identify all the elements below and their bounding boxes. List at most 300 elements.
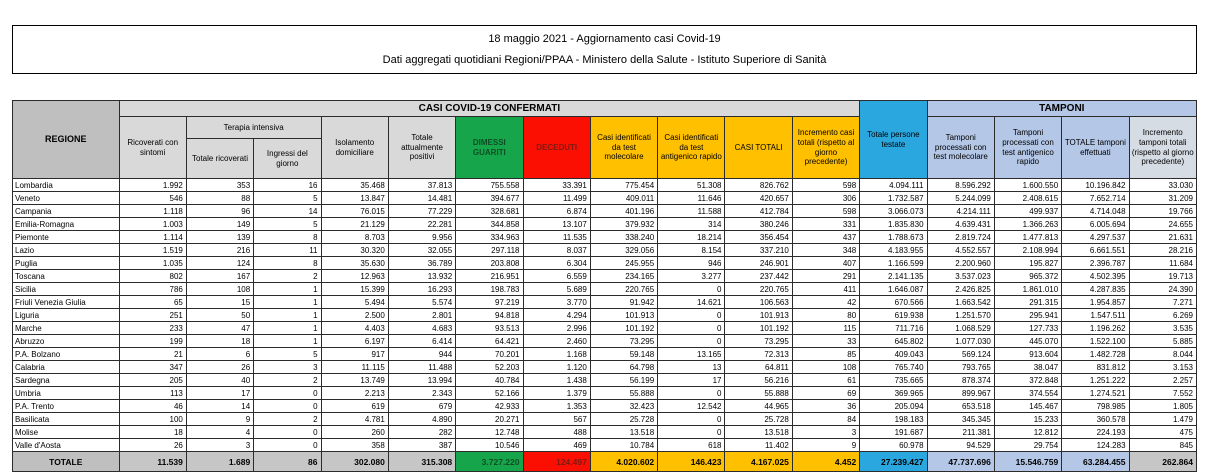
value-cell: 4.287.835 bbox=[1062, 283, 1129, 296]
value-cell: 4.183.955 bbox=[860, 244, 927, 257]
col-header-casi-test-antigenico: Casi identificati da test antigenico rapido bbox=[658, 117, 725, 179]
value-cell: 14 bbox=[254, 205, 321, 218]
value-cell: 10.546 bbox=[456, 439, 523, 452]
value-cell: 475 bbox=[1129, 426, 1196, 439]
value-cell: 32.055 bbox=[388, 244, 455, 257]
value-cell: 8.596.292 bbox=[927, 179, 994, 192]
value-cell: 21 bbox=[119, 348, 186, 361]
value-cell: 88 bbox=[186, 192, 253, 205]
table-row bbox=[13, 348, 1197, 361]
value-cell: 1.114 bbox=[119, 231, 186, 244]
table-row bbox=[13, 296, 1197, 309]
value-cell: 653.518 bbox=[927, 400, 994, 413]
col-header-incremento-tamponi: Incremento tamponi totali (rispetto al giorno precedente) bbox=[1129, 117, 1196, 179]
value-cell: 15.399 bbox=[321, 283, 388, 296]
value-cell: 124.283 bbox=[1062, 439, 1129, 452]
value-cell: 598 bbox=[792, 179, 859, 192]
col-header-regione: REGIONE bbox=[13, 101, 120, 179]
col-header-tamponi-antigenico: Tamponi processati con test antigenico rapido bbox=[994, 117, 1061, 179]
value-cell: 26 bbox=[186, 361, 253, 374]
value-cell: 437 bbox=[792, 231, 859, 244]
value-cell: 1.196.262 bbox=[1062, 322, 1129, 335]
value-cell: 1.168 bbox=[523, 348, 590, 361]
value-cell: 353 bbox=[186, 179, 253, 192]
value-cell: 205 bbox=[119, 374, 186, 387]
value-cell: 6.005.694 bbox=[1062, 218, 1129, 231]
total-value-cell: 4.452 bbox=[792, 452, 859, 472]
value-cell: 334.963 bbox=[456, 231, 523, 244]
value-cell: 4.781 bbox=[321, 413, 388, 426]
value-cell: 2 bbox=[254, 270, 321, 283]
value-cell: 0 bbox=[254, 439, 321, 452]
value-cell: 51.308 bbox=[658, 179, 725, 192]
value-cell: 17 bbox=[658, 374, 725, 387]
value-cell: 8.037 bbox=[523, 244, 590, 257]
value-cell: 24.390 bbox=[1129, 283, 1196, 296]
value-cell: 101.192 bbox=[725, 322, 792, 335]
value-cell: 297.118 bbox=[456, 244, 523, 257]
value-cell: 314 bbox=[658, 218, 725, 231]
value-cell: 8 bbox=[254, 231, 321, 244]
value-cell: 9 bbox=[186, 413, 253, 426]
total-value-cell: 47.737.696 bbox=[927, 452, 994, 472]
value-cell: 291 bbox=[792, 270, 859, 283]
group-header-terapia-intensiva: Terapia intensiva bbox=[186, 117, 321, 139]
value-cell: 6.559 bbox=[523, 270, 590, 283]
value-cell: 199 bbox=[119, 335, 186, 348]
value-cell: 56.216 bbox=[725, 374, 792, 387]
value-cell: 4.714.048 bbox=[1062, 205, 1129, 218]
value-cell: 29.754 bbox=[994, 439, 1061, 452]
value-cell: 445.070 bbox=[994, 335, 1061, 348]
value-cell: 6.269 bbox=[1129, 309, 1196, 322]
group-header-tamponi: TAMPONI bbox=[927, 101, 1196, 117]
table-row bbox=[13, 335, 1197, 348]
value-cell: 56.199 bbox=[590, 374, 657, 387]
value-cell: 469 bbox=[523, 439, 590, 452]
value-cell: 1.835.830 bbox=[860, 218, 927, 231]
value-cell: 3 bbox=[186, 439, 253, 452]
value-cell: 5.244.099 bbox=[927, 192, 994, 205]
value-cell: 13.518 bbox=[590, 426, 657, 439]
value-cell: 3.277 bbox=[658, 270, 725, 283]
value-cell: 2.819.724 bbox=[927, 231, 994, 244]
value-cell: 411 bbox=[792, 283, 859, 296]
value-cell: 28.216 bbox=[1129, 244, 1196, 257]
value-cell: 2.213 bbox=[321, 387, 388, 400]
value-cell: 0 bbox=[254, 400, 321, 413]
value-cell: 55.888 bbox=[590, 387, 657, 400]
value-cell: 69 bbox=[792, 387, 859, 400]
value-cell: 127.733 bbox=[994, 322, 1061, 335]
value-cell: 16.293 bbox=[388, 283, 455, 296]
table-row bbox=[13, 231, 1197, 244]
value-cell: 211.381 bbox=[927, 426, 994, 439]
value-cell: 70.201 bbox=[456, 348, 523, 361]
value-cell: 3.535 bbox=[1129, 322, 1196, 335]
value-cell: 347 bbox=[119, 361, 186, 374]
value-cell: 379.932 bbox=[590, 218, 657, 231]
value-cell: 380.246 bbox=[725, 218, 792, 231]
value-cell: 4.294 bbox=[523, 309, 590, 322]
value-cell: 1.519 bbox=[119, 244, 186, 257]
value-cell: 12.963 bbox=[321, 270, 388, 283]
value-cell: 33.030 bbox=[1129, 179, 1196, 192]
value-cell: 407 bbox=[792, 257, 859, 270]
value-cell: 2.460 bbox=[523, 335, 590, 348]
value-cell: 12.542 bbox=[658, 400, 725, 413]
value-cell: 1.482.728 bbox=[1062, 348, 1129, 361]
value-cell: 1.068.529 bbox=[927, 322, 994, 335]
value-cell: 37.813 bbox=[388, 179, 455, 192]
region-cell: P.A. Trento bbox=[13, 400, 120, 413]
value-cell: 260 bbox=[321, 426, 388, 439]
value-cell: 8.703 bbox=[321, 231, 388, 244]
value-cell: 735.665 bbox=[860, 374, 927, 387]
value-cell: 1.522.100 bbox=[1062, 335, 1129, 348]
value-cell: 36.789 bbox=[388, 257, 455, 270]
value-cell: 2 bbox=[254, 374, 321, 387]
group-header-casi-confermati: CASI COVID-19 CONFERMATI bbox=[119, 101, 860, 117]
value-cell: 670.566 bbox=[860, 296, 927, 309]
value-cell: 0 bbox=[658, 309, 725, 322]
value-cell: 6.197 bbox=[321, 335, 388, 348]
value-cell: 26 bbox=[119, 439, 186, 452]
value-cell: 0 bbox=[658, 387, 725, 400]
value-cell: 372.848 bbox=[994, 374, 1061, 387]
value-cell: 4 bbox=[186, 426, 253, 439]
value-cell: 3.537.023 bbox=[927, 270, 994, 283]
total-value-cell: 315.308 bbox=[388, 452, 455, 472]
value-cell: 755.558 bbox=[456, 179, 523, 192]
value-cell: 19.766 bbox=[1129, 205, 1196, 218]
value-cell: 2.500 bbox=[321, 309, 388, 322]
value-cell: 46 bbox=[119, 400, 186, 413]
value-cell: 7.271 bbox=[1129, 296, 1196, 309]
value-cell: 4.639.431 bbox=[927, 218, 994, 231]
region-cell: Lazio bbox=[13, 244, 120, 257]
value-cell: 878.374 bbox=[927, 374, 994, 387]
value-cell: 2.396.787 bbox=[1062, 257, 1129, 270]
value-cell: 4.890 bbox=[388, 413, 455, 426]
value-cell: 412.784 bbox=[725, 205, 792, 218]
value-cell: 145.467 bbox=[994, 400, 1061, 413]
value-cell: 2.141.135 bbox=[860, 270, 927, 283]
value-cell: 569.124 bbox=[927, 348, 994, 361]
value-cell: 205.094 bbox=[860, 400, 927, 413]
total-value-cell: 27.239.427 bbox=[860, 452, 927, 472]
value-cell: 1.003 bbox=[119, 218, 186, 231]
table-row bbox=[13, 374, 1197, 387]
value-cell: 106.563 bbox=[725, 296, 792, 309]
value-cell: 35.630 bbox=[321, 257, 388, 270]
value-cell: 6 bbox=[186, 348, 253, 361]
value-cell: 64.811 bbox=[725, 361, 792, 374]
value-cell: 216.951 bbox=[456, 270, 523, 283]
col-header-totale-attualmente-positivi: Totale attualmente positivi bbox=[388, 117, 455, 179]
covid-table bbox=[12, 100, 1197, 472]
value-cell: 409.043 bbox=[860, 348, 927, 361]
value-cell: 11.535 bbox=[523, 231, 590, 244]
value-cell: 826.762 bbox=[725, 179, 792, 192]
value-cell: 619.938 bbox=[860, 309, 927, 322]
report-date-title: 18 maggio 2021 - Aggiornamento casi Covid-19 bbox=[488, 33, 721, 45]
value-cell: 1 bbox=[254, 335, 321, 348]
value-cell: 234.165 bbox=[590, 270, 657, 283]
value-cell: 21.129 bbox=[321, 218, 388, 231]
col-header-ricoverati-con-sintomi: Ricoverati con sintomi bbox=[119, 117, 186, 179]
value-cell: 93.513 bbox=[456, 322, 523, 335]
value-cell: 1.477.813 bbox=[994, 231, 1061, 244]
value-cell: 4.683 bbox=[388, 322, 455, 335]
value-cell: 101.192 bbox=[590, 322, 657, 335]
value-cell: 331 bbox=[792, 218, 859, 231]
value-cell: 113 bbox=[119, 387, 186, 400]
value-cell: 1.379 bbox=[523, 387, 590, 400]
value-cell: 224.193 bbox=[1062, 426, 1129, 439]
region-cell: Marche bbox=[13, 322, 120, 335]
value-cell: 338.240 bbox=[590, 231, 657, 244]
value-cell: 18 bbox=[119, 426, 186, 439]
region-cell: Valle d'Aosta bbox=[13, 439, 120, 452]
value-cell: 52.203 bbox=[456, 361, 523, 374]
value-cell: 73.295 bbox=[590, 335, 657, 348]
value-cell: 1.353 bbox=[523, 400, 590, 413]
value-cell: 13.749 bbox=[321, 374, 388, 387]
value-cell: 775.454 bbox=[590, 179, 657, 192]
value-cell: 61 bbox=[792, 374, 859, 387]
value-cell: 5 bbox=[254, 192, 321, 205]
value-cell: 5 bbox=[254, 348, 321, 361]
value-cell: 1.732.587 bbox=[860, 192, 927, 205]
value-cell: 108 bbox=[792, 361, 859, 374]
value-cell: 913.604 bbox=[994, 348, 1061, 361]
value-cell: 96 bbox=[186, 205, 253, 218]
table-row bbox=[13, 192, 1197, 205]
value-cell: 73.295 bbox=[725, 335, 792, 348]
value-cell: 13 bbox=[658, 361, 725, 374]
value-cell: 598 bbox=[792, 205, 859, 218]
region-cell: Emilia-Romagna bbox=[13, 218, 120, 231]
region-cell: Calabria bbox=[13, 361, 120, 374]
value-cell: 167 bbox=[186, 270, 253, 283]
value-cell: 14.621 bbox=[658, 296, 725, 309]
value-cell: 567 bbox=[523, 413, 590, 426]
value-cell: 31.209 bbox=[1129, 192, 1196, 205]
value-cell: 0 bbox=[658, 283, 725, 296]
value-cell: 488 bbox=[523, 426, 590, 439]
value-cell: 401.196 bbox=[590, 205, 657, 218]
value-cell: 1.118 bbox=[119, 205, 186, 218]
value-cell: 14.481 bbox=[388, 192, 455, 205]
value-cell: 6.661.551 bbox=[1062, 244, 1129, 257]
value-cell: 711.716 bbox=[860, 322, 927, 335]
value-cell: 329.056 bbox=[590, 244, 657, 257]
value-cell: 18.214 bbox=[658, 231, 725, 244]
value-cell: 38.047 bbox=[994, 361, 1061, 374]
value-cell: 345.345 bbox=[927, 413, 994, 426]
value-cell: 0 bbox=[658, 413, 725, 426]
value-cell: 1.788.673 bbox=[860, 231, 927, 244]
value-cell: 802 bbox=[119, 270, 186, 283]
value-cell: 33.391 bbox=[523, 179, 590, 192]
value-cell: 3 bbox=[792, 426, 859, 439]
value-cell: 6.414 bbox=[388, 335, 455, 348]
value-cell: 40 bbox=[186, 374, 253, 387]
value-cell: 32.423 bbox=[590, 400, 657, 413]
value-cell: 77.229 bbox=[388, 205, 455, 218]
value-cell: 65 bbox=[119, 296, 186, 309]
value-cell: 233 bbox=[119, 322, 186, 335]
value-cell: 251 bbox=[119, 309, 186, 322]
value-cell: 10.784 bbox=[590, 439, 657, 452]
value-cell: 115 bbox=[792, 322, 859, 335]
value-cell: 0 bbox=[254, 387, 321, 400]
value-cell: 25.728 bbox=[725, 413, 792, 426]
value-cell: 387 bbox=[388, 439, 455, 452]
total-value-cell: 63.284.455 bbox=[1062, 452, 1129, 472]
value-cell: 1.992 bbox=[119, 179, 186, 192]
value-cell: 499.937 bbox=[994, 205, 1061, 218]
table-row bbox=[13, 283, 1197, 296]
value-cell: 14 bbox=[186, 400, 253, 413]
value-cell: 124 bbox=[186, 257, 253, 270]
value-cell: 245.955 bbox=[590, 257, 657, 270]
region-cell: Abruzzo bbox=[13, 335, 120, 348]
region-cell: Sardegna bbox=[13, 374, 120, 387]
table-row bbox=[13, 322, 1197, 335]
col-header-tamponi-molecolare: Tamponi processati con test molecolare bbox=[927, 117, 994, 179]
value-cell: 5.689 bbox=[523, 283, 590, 296]
table-row bbox=[13, 257, 1197, 270]
value-cell: 0 bbox=[254, 426, 321, 439]
value-cell: 337.210 bbox=[725, 244, 792, 257]
value-cell: 8.154 bbox=[658, 244, 725, 257]
value-cell: 291.315 bbox=[994, 296, 1061, 309]
value-cell: 5.574 bbox=[388, 296, 455, 309]
col-header-totale-ricoverati: Totale ricoverati bbox=[186, 139, 253, 179]
value-cell: 1 bbox=[254, 309, 321, 322]
value-cell: 1 bbox=[254, 283, 321, 296]
value-cell: 546 bbox=[119, 192, 186, 205]
value-cell: 831.812 bbox=[1062, 361, 1129, 374]
table-row bbox=[13, 387, 1197, 400]
total-value-cell: 302.080 bbox=[321, 452, 388, 472]
value-cell: 1.077.030 bbox=[927, 335, 994, 348]
value-cell: 798.985 bbox=[1062, 400, 1129, 413]
col-header-casi-test-molecolare: Casi identificati da test molecolare bbox=[590, 117, 657, 179]
total-value-cell: 124.497 bbox=[523, 452, 590, 472]
value-cell: 765.740 bbox=[860, 361, 927, 374]
total-value-cell: 4.020.602 bbox=[590, 452, 657, 472]
value-cell: 13.847 bbox=[321, 192, 388, 205]
value-cell: 3 bbox=[254, 361, 321, 374]
value-cell: 1 bbox=[254, 296, 321, 309]
value-cell: 618 bbox=[658, 439, 725, 452]
table-row bbox=[13, 205, 1197, 218]
value-cell: 1.861.010 bbox=[994, 283, 1061, 296]
value-cell: 1.120 bbox=[523, 361, 590, 374]
value-cell: 0 bbox=[658, 426, 725, 439]
total-value-cell: 1.689 bbox=[186, 452, 253, 472]
region-cell: Puglia bbox=[13, 257, 120, 270]
value-cell: 139 bbox=[186, 231, 253, 244]
region-cell: Friuli Venezia Giulia bbox=[13, 296, 120, 309]
total-value-cell: 15.546.759 bbox=[994, 452, 1061, 472]
value-cell: 149 bbox=[186, 218, 253, 231]
value-cell: 1.166.599 bbox=[860, 257, 927, 270]
value-cell: 1.663.542 bbox=[927, 296, 994, 309]
value-cell: 237.442 bbox=[725, 270, 792, 283]
value-cell: 11 bbox=[254, 244, 321, 257]
table-row bbox=[13, 218, 1197, 231]
table-row bbox=[13, 244, 1197, 257]
table-row bbox=[13, 179, 1197, 192]
value-cell: 11.402 bbox=[725, 439, 792, 452]
value-cell: 328.681 bbox=[456, 205, 523, 218]
value-cell: 108 bbox=[186, 283, 253, 296]
value-cell: 2.996 bbox=[523, 322, 590, 335]
value-cell: 4.502.395 bbox=[1062, 270, 1129, 283]
value-cell: 30.320 bbox=[321, 244, 388, 257]
region-cell: Piemonte bbox=[13, 231, 120, 244]
value-cell: 9.956 bbox=[388, 231, 455, 244]
total-row bbox=[13, 452, 1197, 472]
value-cell: 84 bbox=[792, 413, 859, 426]
value-cell: 394.677 bbox=[456, 192, 523, 205]
value-cell: 2.200.960 bbox=[927, 257, 994, 270]
table-row bbox=[13, 400, 1197, 413]
value-cell: 1.646.087 bbox=[860, 283, 927, 296]
value-cell: 97.219 bbox=[456, 296, 523, 309]
value-cell: 24.655 bbox=[1129, 218, 1196, 231]
value-cell: 94.818 bbox=[456, 309, 523, 322]
region-cell: Toscana bbox=[13, 270, 120, 283]
value-cell: 1.274.521 bbox=[1062, 387, 1129, 400]
value-cell: 9 bbox=[792, 439, 859, 452]
value-cell: 52.166 bbox=[456, 387, 523, 400]
value-cell: 198.783 bbox=[456, 283, 523, 296]
value-cell: 4.552.557 bbox=[927, 244, 994, 257]
value-cell: 917 bbox=[321, 348, 388, 361]
value-cell: 15 bbox=[186, 296, 253, 309]
value-cell: 198.183 bbox=[860, 413, 927, 426]
value-cell: 8.044 bbox=[1129, 348, 1196, 361]
value-cell: 4.214.111 bbox=[927, 205, 994, 218]
table-row bbox=[13, 413, 1197, 426]
value-cell: 946 bbox=[658, 257, 725, 270]
value-cell: 11.646 bbox=[658, 192, 725, 205]
col-header-dimessi-guariti: DIMESSI GUARITI bbox=[456, 117, 523, 179]
value-cell: 786 bbox=[119, 283, 186, 296]
value-cell: 619 bbox=[321, 400, 388, 413]
value-cell: 13.994 bbox=[388, 374, 455, 387]
value-cell: 13.165 bbox=[658, 348, 725, 361]
region-cell: Campania bbox=[13, 205, 120, 218]
value-cell: 2.343 bbox=[388, 387, 455, 400]
value-cell: 101.913 bbox=[590, 309, 657, 322]
table-body bbox=[13, 179, 1197, 452]
value-cell: 11.115 bbox=[321, 361, 388, 374]
report-subtitle: Dati aggregati quotidiani Regioni/PPAA - Ministero della Salute - Istituto Superiore di Sanità bbox=[382, 54, 827, 66]
col-header-isolamento-domiciliare: Isolamento domiciliare bbox=[321, 117, 388, 179]
value-cell: 0 bbox=[658, 335, 725, 348]
value-cell: 1 bbox=[254, 322, 321, 335]
value-cell: 220.765 bbox=[590, 283, 657, 296]
table-row bbox=[13, 426, 1197, 439]
value-cell: 1.438 bbox=[523, 374, 590, 387]
value-cell: 1.366.263 bbox=[994, 218, 1061, 231]
